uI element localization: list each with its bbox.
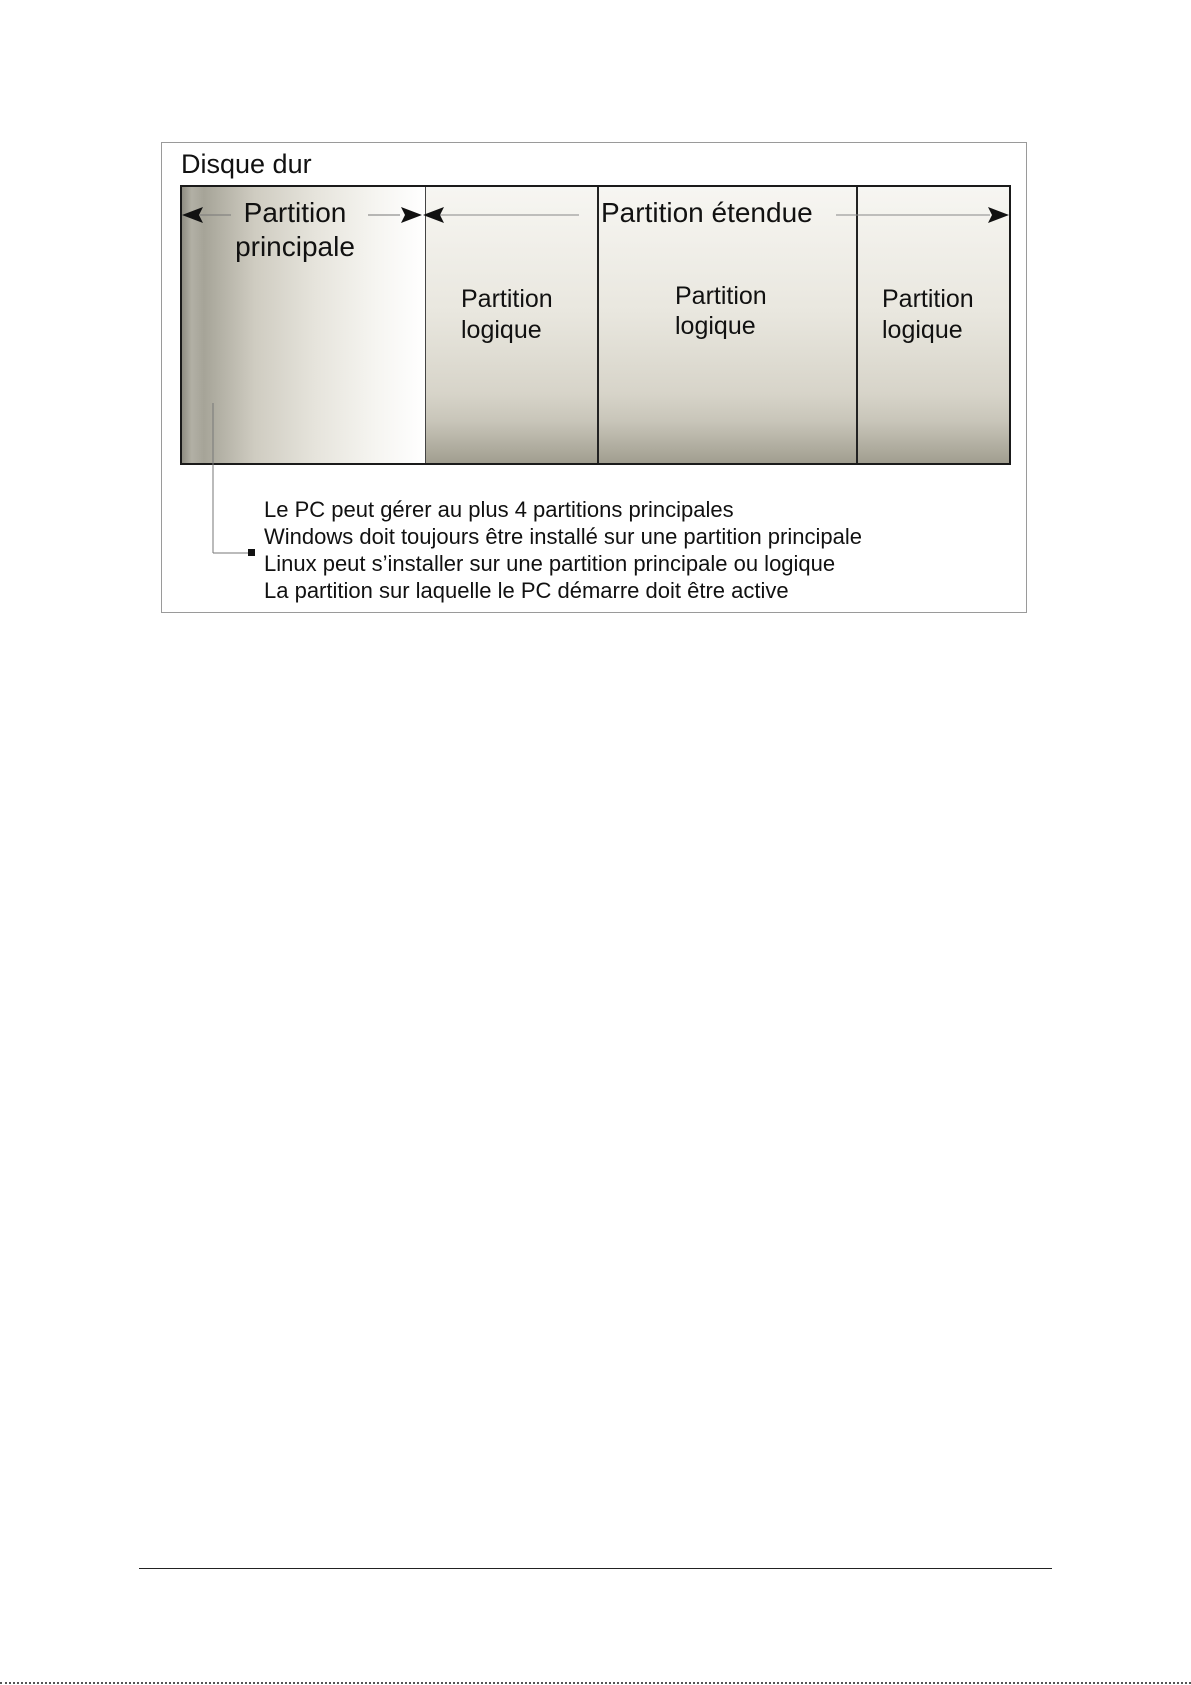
disk-title: Disque dur [181, 149, 312, 179]
logical-partition-2-label-line2: logique [675, 312, 756, 340]
note-line: La partition sur laquelle le PC démarre doit être active [264, 578, 789, 603]
logical-partition-3-label-line2: logique [882, 316, 963, 344]
primary-partition-label-line2: principale [235, 231, 355, 262]
extended-span-arrow [423, 207, 1009, 223]
partition-notes [264, 496, 862, 604]
footer-rule [139, 1568, 1052, 1569]
notes-connector [213, 403, 255, 556]
bottom-dotted-edge [0, 1682, 1191, 1684]
logical-partition-3-label-line1: Partition [882, 285, 974, 313]
note-line: Linux peut s’installer sur une partition principale ou logique [264, 551, 836, 576]
logical-partition-2-label-line1: Partition [675, 282, 767, 310]
primary-partition-label-line1: Partition [243, 197, 347, 228]
note-line: Windows doit toujours être installé sur une partition principale [264, 524, 862, 549]
logical-partition-1-label-line2: logique [461, 316, 542, 344]
logical-partition-1-label-line1: Partition [461, 285, 553, 313]
extended-partition-label: Partition étendue [601, 197, 813, 228]
primary-span-arrow [182, 207, 422, 223]
note-line: Le PC peut gérer au plus 4 partitions principales [264, 497, 734, 522]
